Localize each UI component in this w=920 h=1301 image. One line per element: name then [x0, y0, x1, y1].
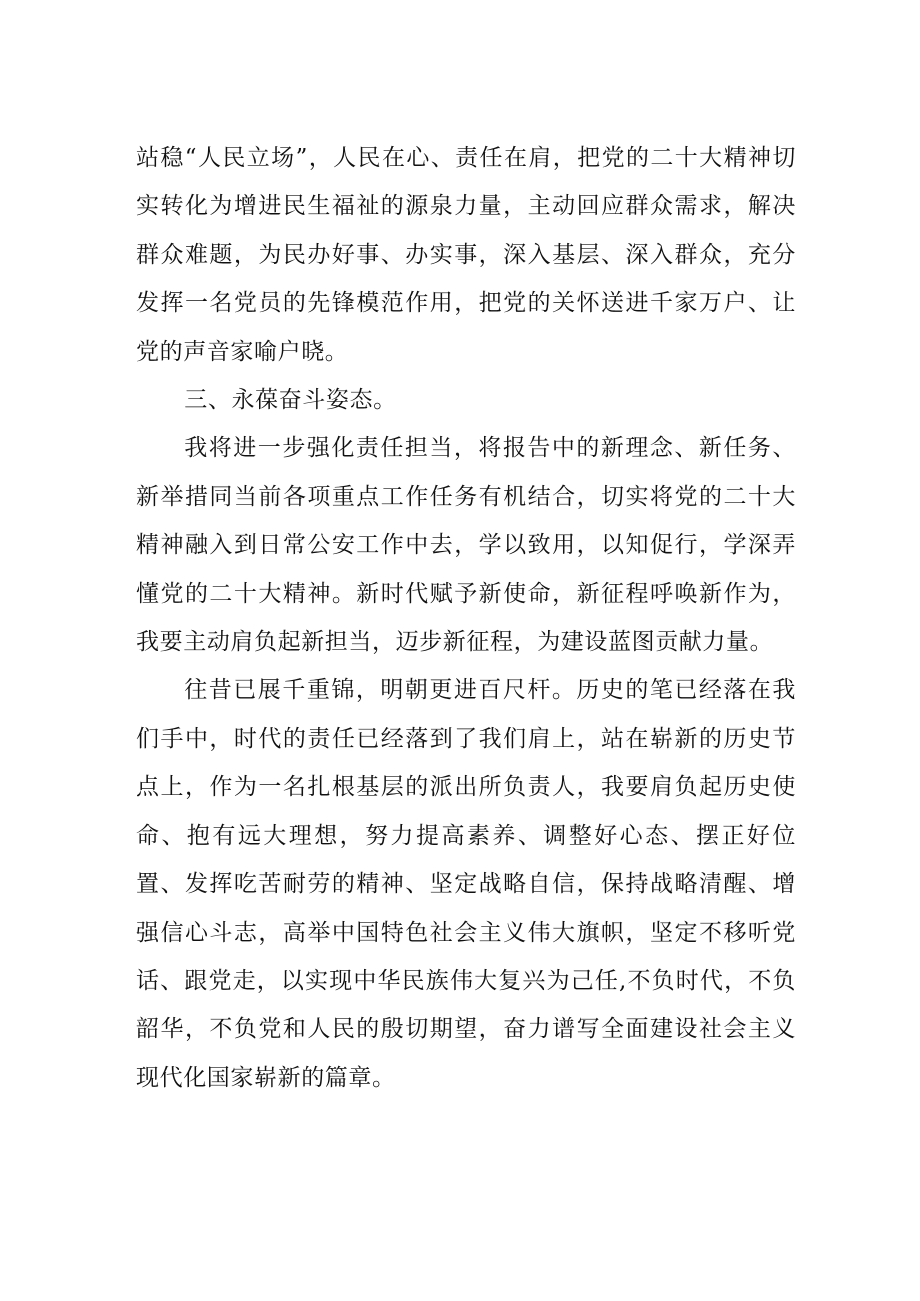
section-heading: 三、永葆奋斗姿态。 [184, 387, 397, 414]
paragraph-3: 往昔已展千重锦，明朝更进百尺杆。历史的笔已经落在我们手中，时代的责任已经落到了我们肩上，站在崭新的历史节点上，作为一名扎根基层的派出所负责人，我要肩负起历史使命、抱有远大理想，努力提高素养、调整好心态、摆正好位置、发挥吃苦耐劳的精神、坚定战略自信，保持战略清醒、增强信心斗志，高举中国特色社会主义伟大旗帜，坚定不移听党话、跟党走，以实现中华民族伟大复兴为己任,不负时代，不负韶华，不负党和人民的殷切期望，奋力谱写全面建设社会主义现代化国家崭新的篇章。 [136, 677, 796, 1091]
document-body [136, 134, 796, 1102]
paragraph-1: 站稳“人民立场”，人民在心、责任在肩，把党的二十大精神切实转化为增进民生福祉的源泉力量，主动回应群众需求，解决群众难题，为民办好事、办实事，深入基层、深入群众，充分发挥一名党员的先锋模范作用，把党的关怀送进千家万户、让党的声音家喻户晓。 [136, 145, 796, 365]
paragraph-2: 我将进一步强化责任担当，将报告中的新理念、新任务、新举措同当前各项重点工作任务有机结合，切实将党的二十大精神融入到日常公安工作中去，学以致用，以知促行，学深弄懂党的二十大精神。新时代赋予新使命，新征程呼唤新作为，我要主动肩负起新担当，迈步新征程，为建设蓝图贡献力量。 [136, 435, 796, 656]
